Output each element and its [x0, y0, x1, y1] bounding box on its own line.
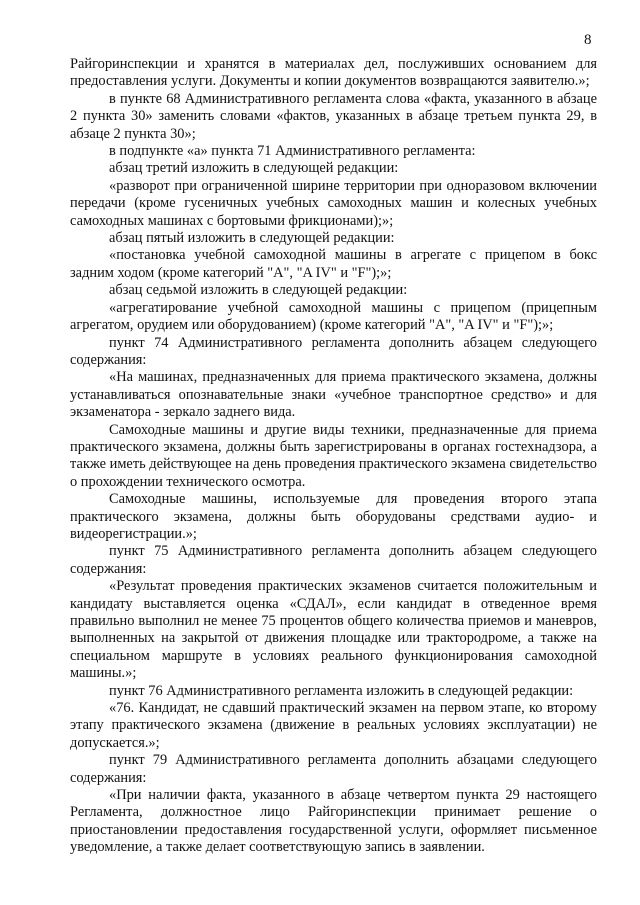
- paragraph: Самоходные машины, используемые для проведения второго этапа практического экзамена, должны быть оборудованы средствами аудио- и видеорегистрации.»;: [70, 491, 597, 542]
- paragraph: пункт 75 Административного регламента дополнить абзацем следующего содержания:: [70, 543, 597, 577]
- paragraph: Самоходные машины и другие виды техники, предназначенные для приема практического экзамена, должны быть зарегистрированы в органах гостехнадзора, а также иметь действующее на день проведения практического экзамена свидетельство о прохождении технического осмотра.: [70, 421, 597, 490]
- paragraph: «постановка учебной самоходной машины в агрегате с прицепом в бокс задним ходом (кроме категорий "A", "A IV" и "F");»;: [70, 247, 597, 281]
- paragraph: «76. Кандидат, не сдавший практический экзамен на первом этапе, ко второму этапу практического экзамена (движение в реальных условиях эксплуатации) не допускается.»;: [70, 700, 597, 751]
- document-body: [70, 56, 597, 857]
- paragraph: пункт 74 Административного регламента дополнить абзацем следующего содержания:: [70, 334, 597, 368]
- paragraph: в подпункте «а» пункта 71 Административного регламента:: [109, 143, 476, 160]
- paragraph: «Результат проведения практических экзаменов считается положительным и кандидату выставляется оценка «СДАЛ», если кандидат в отведенное время правильно выполнил не менее 75 процентов общего количества приемов и маневров, выполненных на закрытой от движения площадке или трактородроме, а также на специальном маршруте в условиях реального функционирования самоходной машины.»;: [70, 578, 597, 682]
- paragraph: абзац третий изложить в следующей редакции:: [109, 160, 399, 177]
- paragraph: Райгоринспекции и хранятся в материалах дел, послуживших основанием для предоставления услуги. Документы и копии документов возвращаются заявителю.»;: [70, 56, 597, 90]
- paragraph: в пункте 68 Административного регламента слова «факта, указанного в абзаце 2 пункта 30» заменить словами «фактов, указанных в абзаце третьем пункта 29, в абзаце 2 пункта 30»;: [70, 90, 597, 142]
- paragraph: «На машинах, предназначенных для приема практического экзамена, должны устанавливаться опознавательные знаки «учебное транспортное средство» и для экзаменатора - зеркало заднего вида.: [70, 369, 597, 421]
- paragraph: «При наличии факта, указанного в абзаце четвертом пункта 29 настоящего Регламента, должностное лицо Райгоринспекции принимает решение о приостановлении предоставления государственной услуги, оформляет письменное уведомление, а также делает соответствующую запись в заявлении.: [70, 787, 597, 856]
- paragraph: «агрегатирование учебной самоходной машины с прицепом (прицепным агрегатом, орудием или оборудованием) (кроме категорий "A", "A IV" и "F");»;: [70, 299, 597, 334]
- paragraph: «разворот при ограниченной ширине территории при одноразовом включении передачи (кроме гусеничных учебных самоходных машин и колесных учебных самоходных машинах с бортовыми фрикционами);»;: [70, 177, 597, 229]
- paragraph: абзац пятый изложить в следующей редакции:: [109, 230, 395, 247]
- paragraph: пункт 79 Административного регламента дополнить абзацами следующего содержания:: [70, 752, 597, 786]
- page-number: 8: [584, 32, 592, 48]
- paragraph: абзац седьмой изложить в следующей редакции:: [109, 282, 408, 299]
- paragraph: пункт 76 Административного регламента изложить в следующей редакции:: [109, 682, 574, 699]
